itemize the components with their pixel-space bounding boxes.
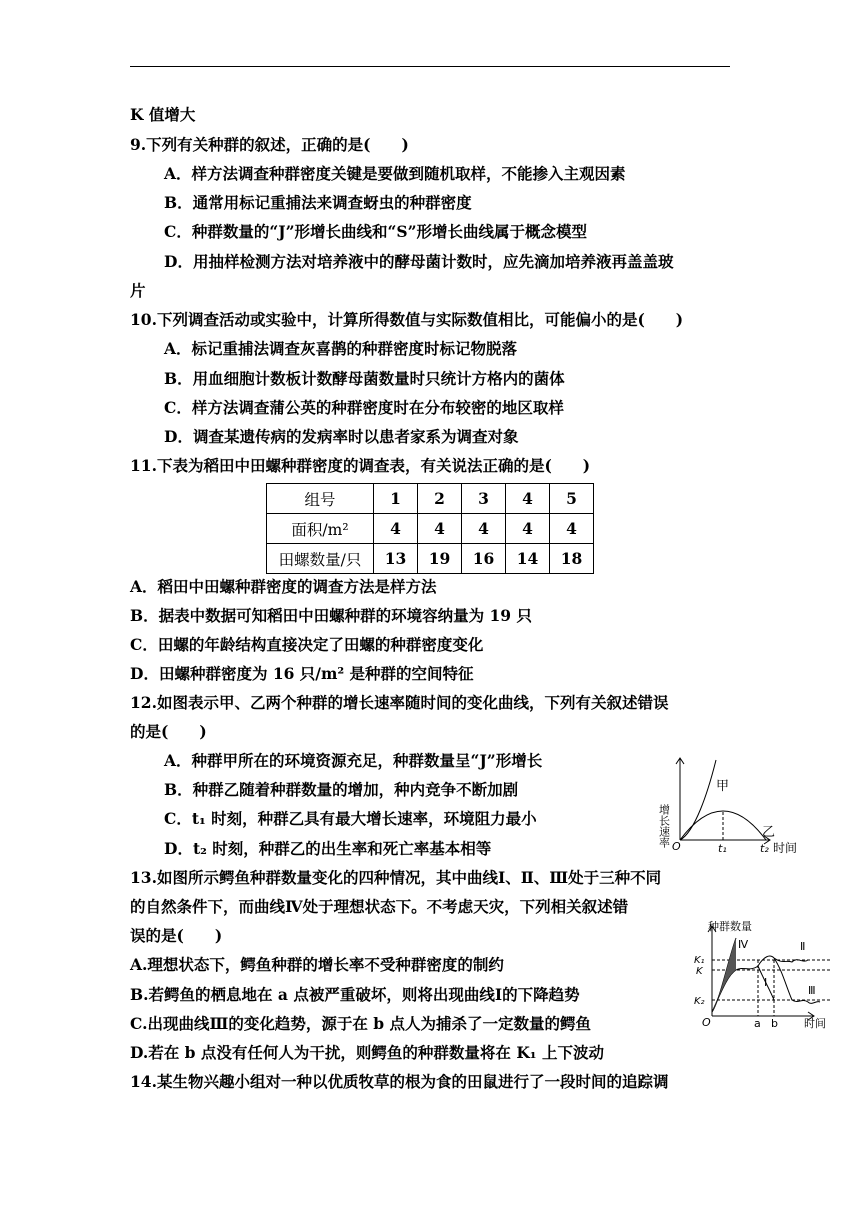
table-cell: 14 — [506, 544, 550, 574]
question-13-cont2: 误的是( ) — [130, 926, 223, 945]
table-row — [267, 514, 594, 544]
fig13-xlabel: 时间 — [804, 1017, 826, 1030]
table-cell: 4 — [506, 514, 550, 544]
text-line: K 值增大 — [130, 105, 196, 124]
question-12-cont: 的是( ) — [130, 722, 207, 741]
option-9a: A．样方法调查种群密度关键是要做到随机取样，不能掺入主观因素 — [164, 164, 626, 183]
fig13-curve-iv: Ⅳ — [738, 938, 749, 951]
option-11a: A．稻田中田螺种群密度的调查方法是样方法 — [130, 577, 437, 596]
figure-12-growth-rate — [657, 752, 810, 862]
table-row — [267, 544, 594, 574]
table-cell: 5 — [550, 484, 594, 514]
option-13a: A.理想状态下，鳄鱼种群的增长率不受种群密度的制约 — [130, 955, 504, 974]
fig12-curve-jia-label: 甲 — [716, 779, 730, 794]
fig12-t2: t₂ — [760, 842, 769, 855]
fig12-origin: O — [672, 840, 681, 853]
table-cell: 组号 — [267, 484, 374, 514]
fig13-k1: K₁ — [694, 955, 705, 966]
table-cell: 田螺数量/只 — [267, 544, 374, 574]
fig13-origin: O — [702, 1016, 711, 1029]
option-11b: B．据表中数据可知稻田中田螺种群的环境容纳量为 19 只 — [130, 606, 532, 625]
table-cell: 4 — [506, 484, 550, 514]
question-14: 14.某生物兴趣小组对一种以优质牧草的根为食的田鼠进行了一段时间的追踪调 — [130, 1072, 669, 1091]
question-10: 10.下列调查活动或实验中，计算所得数值与实际数值相比，可能偏小的是( ) — [130, 310, 684, 329]
option-13c: C.出现曲线Ⅲ的变化趋势，源于在 b 点人为捕杀了一定数量的鳄鱼 — [130, 1014, 591, 1033]
table-row — [267, 484, 594, 514]
option-11d: D．田螺种群密度为 16 只/m² 是种群的空间特征 — [130, 664, 474, 683]
question-11: 11.下表为稻田中田螺种群密度的调查表，有关说法正确的是( ) — [130, 456, 591, 475]
fig13-a: a — [754, 1017, 761, 1030]
table-cell: 4 — [462, 514, 506, 544]
option-9d: D．用抽样检测方法对培养液中的酵母菌计数时，应先滴加培养液再盖盖玻 — [164, 252, 674, 271]
fig13-ylabel: 种群数量 — [708, 920, 752, 933]
option-10d: D．调查某遗传病的发病率时以患者家系为调查对象 — [164, 427, 519, 446]
question-9: 9.下列有关种群的叙述，正确的是( ) — [130, 135, 409, 154]
table-cell: 4 — [374, 514, 418, 544]
fig13-curve-ii: Ⅱ — [800, 940, 806, 953]
option-12b: B．种群乙随着种群数量的增加，种内竞争不断加剧 — [164, 780, 519, 799]
option-9c: C．种群数量的“J”形增长曲线和“S”形增长曲线属于概念模型 — [164, 222, 588, 241]
table-cell: 1 — [374, 484, 418, 514]
table-cell: 16 — [462, 544, 506, 574]
option-12a: A．种群甲所在的环境资源充足，种群数量呈“J”形增长 — [164, 751, 543, 770]
option-11c: C．田螺的年龄结构直接决定了田螺的种群密度变化 — [130, 635, 484, 654]
fig12-curve-yi-label: 乙 — [762, 825, 776, 840]
option-10b: B．用血细胞计数板计数酵母菌数量时只统计方格内的菌体 — [164, 369, 565, 388]
table-cell: 4 — [418, 514, 462, 544]
table-cell: 4 — [550, 514, 594, 544]
question-13-cont: 的自然条件下，而曲线Ⅳ处于理想状态下。不考虑天灾，下列相关叙述错 — [130, 897, 629, 916]
option-9d-cont: 片 — [130, 281, 146, 300]
table-cell: 18 — [550, 544, 594, 574]
table-cell: 13 — [374, 544, 418, 574]
fig13-k2: K₂ — [694, 996, 705, 1007]
option-10a: A．标记重捕法调查灰喜鹊的种群密度时标记物脱落 — [164, 339, 518, 358]
question-12: 12.如图表示甲、乙两个种群的增长速率随时间的变化曲线，下列有关叙述错误 — [130, 693, 669, 712]
option-12c: C．t₁ 时刻，种群乙具有最大增长速率，环境阻力最小 — [164, 809, 537, 828]
fig13-curve-i: Ⅰ — [764, 976, 768, 989]
table-cell: 19 — [418, 544, 462, 574]
option-10c: C．样方法调查蒲公英的种群密度时在分布较密的地区取样 — [164, 398, 564, 417]
fig13-curve-iii: Ⅲ — [808, 984, 816, 997]
table-cell: 2 — [418, 484, 462, 514]
table-cell: 面积/m² — [267, 514, 374, 544]
survey-table — [266, 483, 594, 574]
fig13-b: b — [771, 1017, 778, 1030]
option-13b: B.若鳄鱼的栖息地在 a 点被严重破坏，则将出现曲线Ⅰ的下降趋势 — [130, 985, 580, 1004]
table-cell: 3 — [462, 484, 506, 514]
fig12-ylabel: 增长速率 — [657, 804, 671, 848]
option-12d: D．t₂ 时刻，种群乙的出生率和死亡率基本相等 — [164, 839, 492, 858]
figure-13-population — [690, 920, 840, 1038]
question-13: 13.如图所示鳄鱼种群数量变化的四种情况，其中曲线Ⅰ、Ⅱ、Ⅲ处于三种不同 — [130, 868, 662, 887]
option-13d: D.若在 b 点没有任何人为干扰，则鳄鱼的种群数量将在 K₁ 上下波动 — [130, 1043, 604, 1062]
fig13-shaded-area — [712, 938, 736, 1012]
option-9b: B．通常用标记重捕法来调查蚜虫的种群密度 — [164, 193, 472, 212]
fig13-k: K — [696, 966, 703, 977]
fig12-t1: t₁ — [718, 842, 727, 855]
fig12-xlabel: 时间 — [773, 841, 798, 855]
header-rule — [130, 66, 730, 67]
